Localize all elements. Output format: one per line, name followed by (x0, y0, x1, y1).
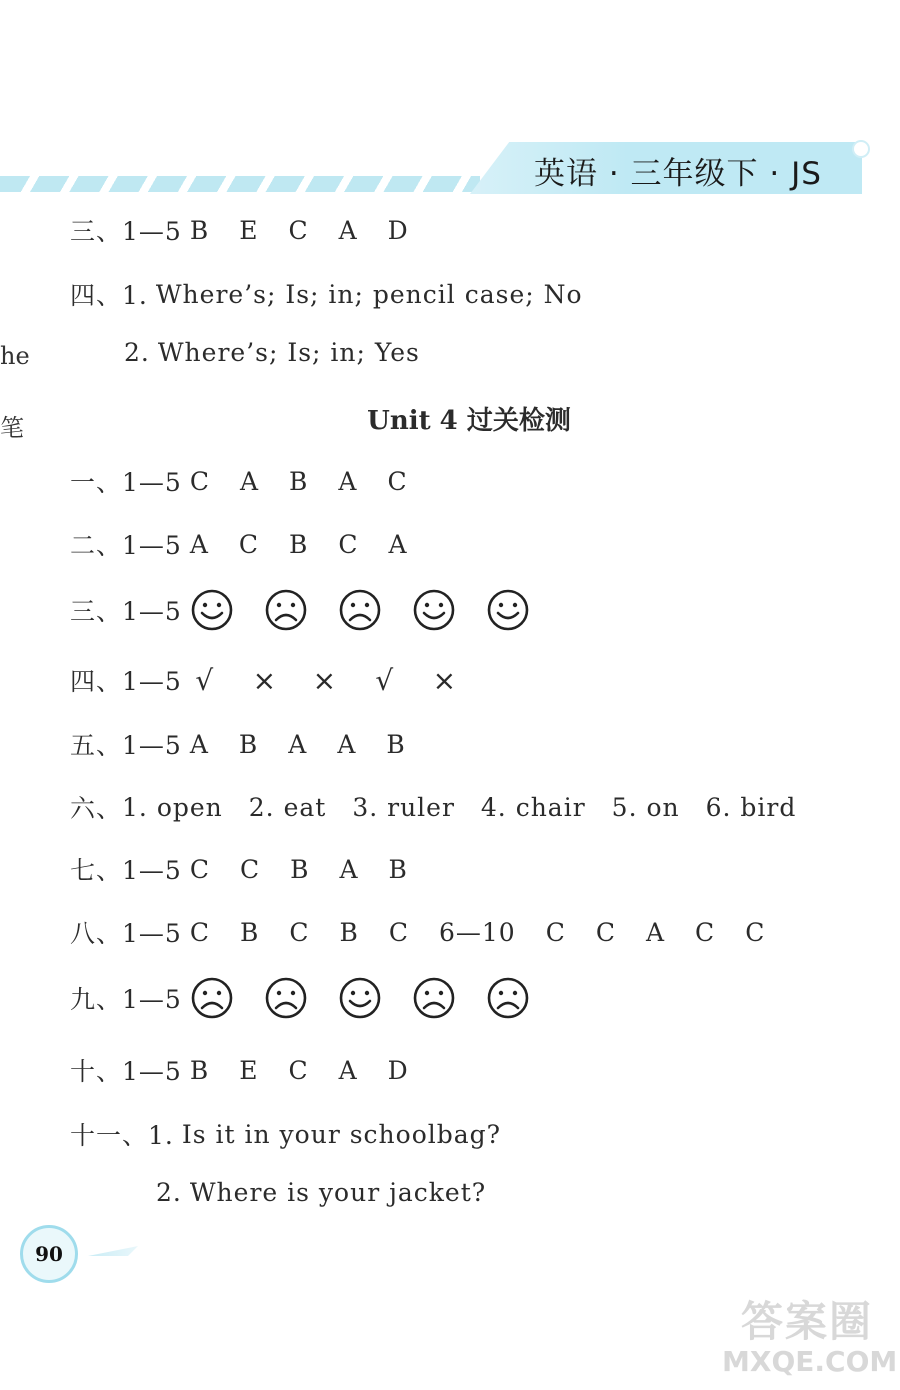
answer: C (745, 917, 766, 947)
answer: E (239, 215, 259, 245)
header-stripe (0, 176, 480, 192)
question-sublabel: 6—10 (438, 917, 516, 947)
frowning-face-icon (264, 588, 308, 632)
answer-line-9 (70, 976, 560, 1020)
question-label: 2. (156, 1178, 182, 1207)
face-answers (190, 976, 560, 1020)
answer: C (189, 917, 210, 947)
answer-text: Is it in your schoolbag? (181, 1119, 502, 1149)
answer: B (388, 854, 408, 884)
answer: C (288, 215, 309, 245)
question-label: 一、1—5 (70, 468, 182, 497)
answer: C (545, 917, 566, 947)
answer: A (388, 529, 408, 559)
answer-line-6 (70, 789, 822, 825)
watermark-top: 答案圈 (740, 1297, 873, 1346)
question-label: 九、1—5 (70, 985, 182, 1014)
answer: A (645, 917, 666, 947)
answer-line-2 (70, 526, 438, 562)
answer-text: 4. chair (480, 792, 586, 822)
answer: C (189, 854, 210, 884)
answer-text: 3. ruler (352, 792, 455, 822)
header-dot-ornament (852, 140, 870, 158)
answer: C (387, 466, 408, 496)
check-mark: √ (375, 663, 395, 697)
question-label: 四、1. (70, 281, 148, 310)
smiling-face-icon (412, 588, 456, 632)
answer: A (189, 729, 209, 759)
answer: D (387, 215, 409, 245)
answer: C (289, 917, 310, 947)
answer: D (387, 1055, 409, 1085)
question-label: 三、1—5 (70, 597, 182, 626)
smiling-face-icon (338, 976, 382, 1020)
question-label: 七、1—5 (70, 856, 182, 885)
page-number-swoosh (88, 1246, 138, 1256)
frowning-face-icon (264, 976, 308, 1020)
unit-title: Unit 4 过关检测 (367, 406, 571, 436)
frowning-face-icon (190, 976, 234, 1020)
frowning-face-icon (338, 588, 382, 632)
frowning-face-icon (412, 976, 456, 1020)
watermark-bottom: MXQE.COM (722, 1345, 898, 1378)
answer: C (189, 466, 210, 496)
answer: B (386, 729, 406, 759)
answer: C (338, 529, 359, 559)
cross-mark: × (252, 663, 278, 697)
question-label: 六、 (70, 794, 123, 823)
answer: C (695, 917, 716, 947)
answer: A (339, 854, 359, 884)
cut-off-text-2: 笔 (0, 414, 24, 442)
face-answers (190, 588, 560, 632)
answer: A (338, 215, 358, 245)
question-label: 十一、1. (70, 1121, 174, 1150)
question-label: 十、1—5 (70, 1057, 182, 1086)
answer: B (289, 466, 309, 496)
question-label: 2. (124, 338, 150, 367)
cross-mark: × (432, 663, 458, 697)
answer-line-3 (70, 588, 560, 632)
answer-text: Where’s; Is; in; pencil case; No (155, 279, 583, 309)
answer-line-11-1 (70, 1116, 501, 1152)
answer-line-10 (70, 1052, 439, 1088)
answer: C (288, 1055, 309, 1085)
answer-line-prev-4-1 (70, 276, 583, 312)
answer: A (338, 1055, 358, 1085)
answer: B (339, 917, 359, 947)
answer-line-prev-4-2 (124, 338, 420, 367)
answer: B (290, 854, 310, 884)
watermark-logo (722, 1297, 898, 1384)
question-label: 八、1—5 (70, 919, 182, 948)
smiling-face-icon (190, 588, 234, 632)
answer-text: Where is your jacket? (189, 1178, 487, 1207)
answer: A (288, 729, 308, 759)
answer: B (238, 729, 259, 759)
answer: C (238, 529, 260, 559)
smiling-face-icon (486, 588, 530, 632)
question-label: 二、1—5 (70, 531, 182, 560)
answer: C (595, 917, 616, 947)
answer-line-5 (70, 726, 436, 762)
question-label: 三、1—5 (70, 217, 182, 246)
answer: C (239, 854, 261, 884)
check-mark: √ (195, 663, 215, 697)
answer: B (189, 1055, 210, 1085)
answer: B (239, 917, 260, 947)
answer: C (388, 917, 409, 947)
answer-line-prev-3 (70, 212, 439, 248)
frowning-face-icon (486, 976, 530, 1020)
question-label: 四、1—5 (70, 667, 182, 696)
answer: A (239, 466, 260, 496)
question-label: 五、1—5 (70, 731, 182, 760)
answer-text: 5. on (611, 792, 680, 822)
answer-text: Where’s; Is; in; Yes (157, 338, 420, 367)
answer-text: 1. open (122, 792, 223, 822)
answer-line-8 (70, 914, 765, 950)
answer-text: 2. eat (248, 792, 327, 822)
answer: B (189, 215, 210, 245)
answer-line-1 (70, 463, 438, 499)
page-number: 90 (20, 1225, 78, 1283)
answer-line-7 (70, 851, 438, 887)
header-title: 英语 · 三年级下 · JS (534, 156, 822, 192)
answer: B (289, 529, 309, 559)
answer: E (239, 1055, 259, 1085)
answer: A (337, 729, 357, 759)
answer-line-4 (70, 662, 490, 698)
answer: A (189, 529, 209, 559)
answer-text: 6. bird (705, 792, 797, 822)
cross-mark: × (312, 663, 338, 697)
answer: A (338, 466, 358, 496)
cut-off-text-1: he (0, 342, 30, 370)
answer-line-11-2 (156, 1178, 486, 1207)
